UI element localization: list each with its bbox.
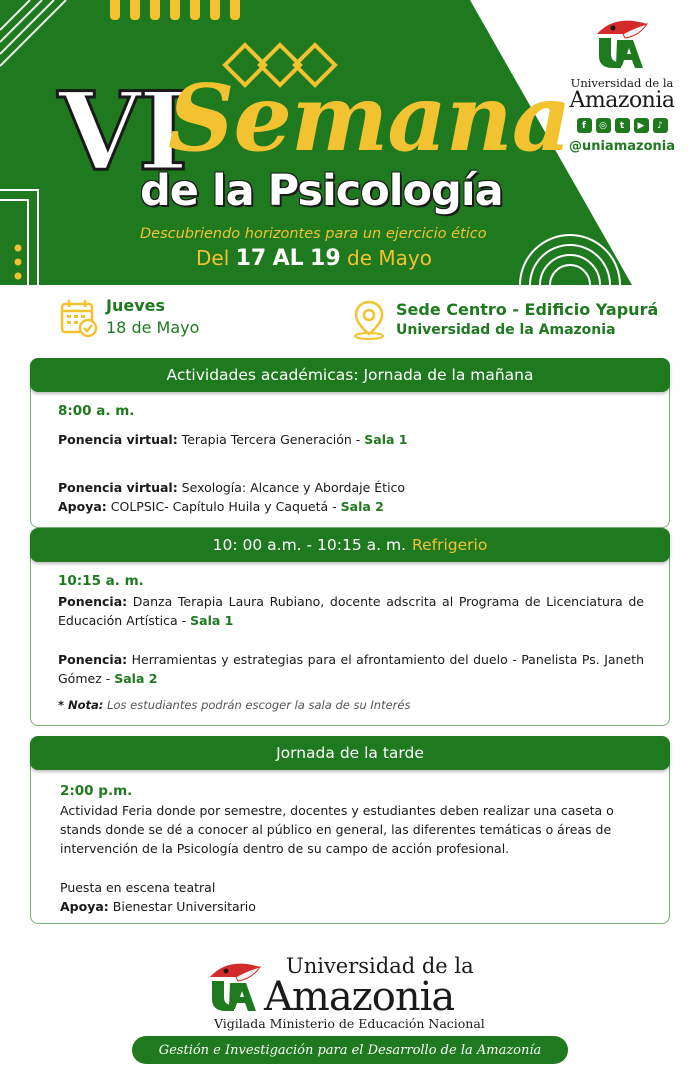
footer-slogan: Gestión e Investigación para el Desarrollo de la Amazonía <box>132 1036 568 1064</box>
item-text: Herramientas y estrategias para el afrontamiento del duelo - Panelista Ps. Janeth Gómez - <box>58 652 644 686</box>
afternoon-description: Actividad Feria donde por semestre, docentes y estudiantes deben realizar una caseta o stands donde se dé a conocer al público en general, las diferentes temáticas o áreas de intervención de la Psicología dentro de su campo de acción profesional. <box>60 803 614 856</box>
event-header <box>0 0 700 285</box>
instagram-icon[interactable]: ◎ <box>596 118 611 133</box>
event-title: Semana <box>168 64 571 172</box>
note-text: Los estudiantes podrán escoger la sala de su Interés <box>103 698 411 712</box>
dates-end: 19 <box>310 246 341 271</box>
dates-post: de Mayo <box>347 246 432 270</box>
item-label: Ponencia: <box>58 652 128 667</box>
edition-roman: VI <box>58 69 185 195</box>
youtube-icon[interactable]: ▶ <box>634 118 649 133</box>
footer-logo <box>200 946 500 1036</box>
room-label: Sala 2 <box>340 499 384 514</box>
support-label: Apoya: <box>60 899 109 914</box>
item-label: Ponencia: <box>58 594 128 609</box>
afternoon-title: Jornada de la tarde <box>276 744 424 762</box>
calendar-icon <box>60 298 98 338</box>
dates-mid: AL <box>272 246 304 271</box>
midmorning-time: 10:15 a. m. <box>58 573 144 589</box>
morning-item-1 <box>58 430 408 449</box>
item-label: Apoya: <box>58 499 107 514</box>
event-date: 18 de Mayo <box>106 318 200 337</box>
logo-university-line: Universidad de la <box>570 76 674 90</box>
footer-university-line: Universidad de la <box>286 954 474 978</box>
room-label: Sala 1 <box>364 432 408 447</box>
break-time: 10: 00 a.m. - 10:15 a. m. <box>212 536 407 554</box>
afternoon-support <box>60 897 256 916</box>
item-text: Terapia Tercera Generación - <box>177 432 365 447</box>
event-venue: Sede Centro - Edificio Yapurá <box>396 300 659 319</box>
morning-item-3 <box>58 497 384 516</box>
event-day: Jueves <box>106 296 165 315</box>
note-label: * Nota: <box>58 698 104 712</box>
yellow-stripes <box>110 0 240 20</box>
room-label: Sala 1 <box>190 613 234 628</box>
afternoon-item-2: Puesta en escena teatral <box>60 880 216 895</box>
logo-university-name: Amazonia <box>569 88 675 113</box>
tiktok-icon[interactable]: ♪ <box>653 118 668 133</box>
morning-item-2 <box>58 478 405 497</box>
dates-start: 17 <box>235 246 267 271</box>
footer-university-name: Amazonia <box>264 974 455 1020</box>
midmorning-item-2 <box>58 650 644 688</box>
afternoon-title-bar <box>30 736 670 770</box>
event-subtitle: de la Psicología <box>140 166 503 216</box>
event-dates <box>196 246 432 271</box>
social-handle: @uniamazonia <box>568 139 676 154</box>
facebook-icon[interactable]: f <box>577 118 592 133</box>
morning-title: Actividades académicas: Jornada de la mañana <box>166 366 534 384</box>
support-text: Bienestar Universitario <box>108 899 256 914</box>
footer-vigilada: Vigilada Ministerio de Educación Nacional <box>214 1016 485 1031</box>
room-note <box>58 698 410 712</box>
item-text: Danza Terapia Laura Rubiano, docente adscrita al Programa de Licenciatura de Educación Artística - <box>58 594 644 628</box>
social-links <box>552 118 692 133</box>
item-label: Ponencia virtual: <box>58 432 178 447</box>
toucan-logo-icon <box>587 10 657 70</box>
break-title-bar <box>30 528 670 562</box>
toucan-logo-icon <box>200 952 270 1014</box>
event-university: Universidad de la Amazonia <box>396 322 616 338</box>
dates-pre: Del <box>196 246 230 270</box>
item-text: Sexología: Alcance y Abordaje Ético <box>177 480 406 495</box>
midmorning-item-1 <box>58 592 644 630</box>
morning-title-bar <box>30 358 670 392</box>
break-label: Refrigerio <box>412 536 488 554</box>
afternoon-time: 2:00 p.m. <box>60 783 133 799</box>
event-info <box>0 296 700 346</box>
morning-time: 8:00 a. m. <box>58 403 135 419</box>
item-label: Ponencia virtual: <box>58 480 178 495</box>
event-tagline: Descubriendo horizontes para un ejercicio ético <box>140 226 487 242</box>
room-label: Sala 2 <box>114 671 158 686</box>
university-logo <box>552 10 692 154</box>
twitter-icon[interactable]: t <box>615 118 630 133</box>
location-pin-icon <box>350 298 388 340</box>
item-text: COLPSIC- Capítulo Huila y Caquetá - <box>106 499 341 514</box>
